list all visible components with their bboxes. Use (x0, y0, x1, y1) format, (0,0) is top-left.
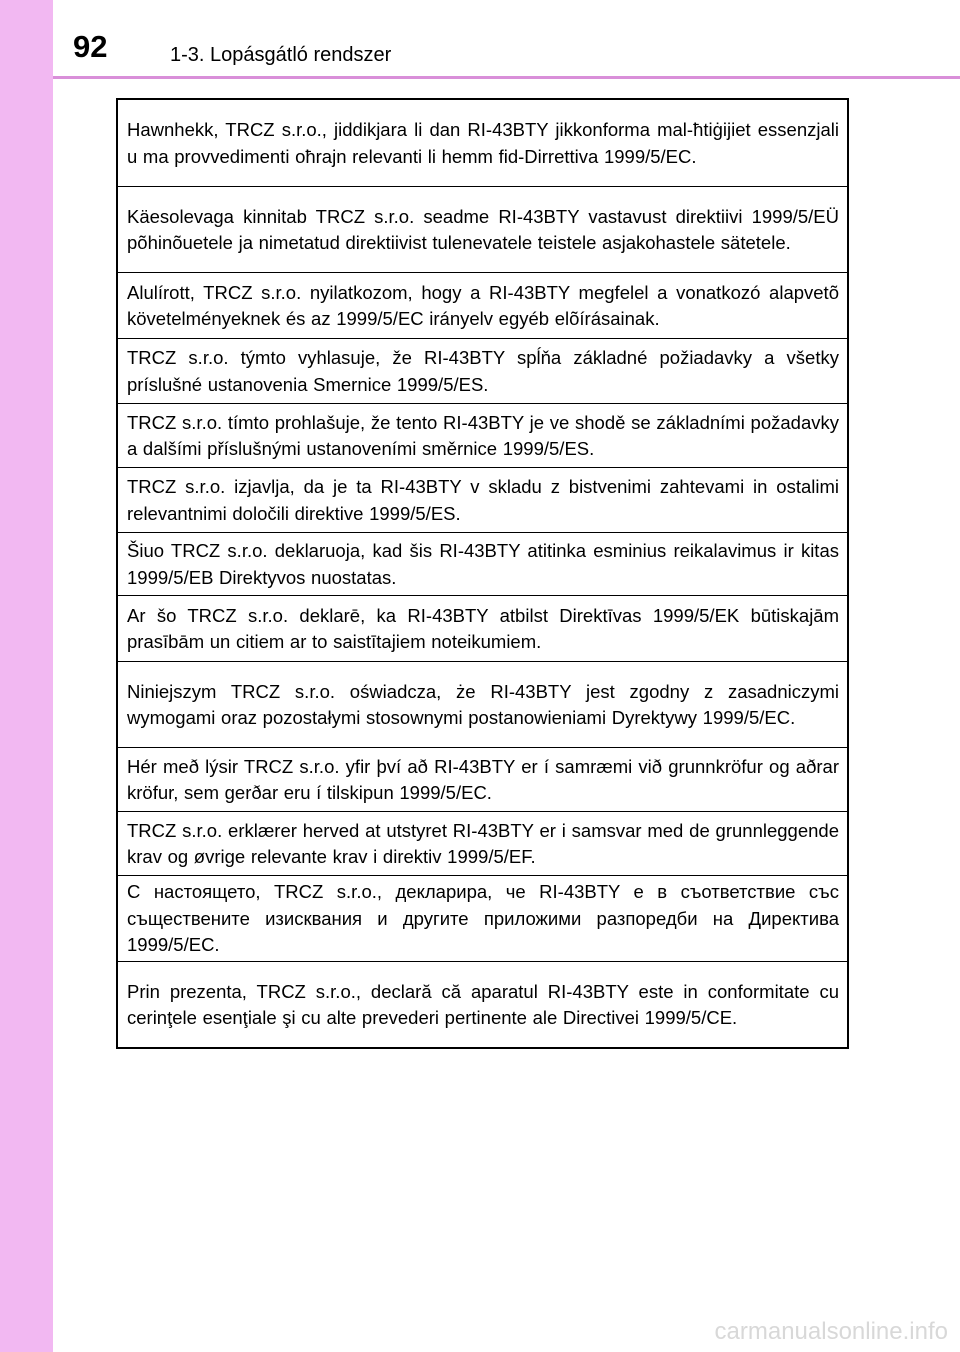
declaration-row-slovak (118, 338, 847, 403)
declaration-text: TRCZ s.r.o. erklærer herved at utstyret RI-43BTY er i samsvar med de grunnleggende krav og øvrige relevante krav i direktiv 1999/5/EF. (127, 819, 839, 867)
section-title: 1-3. Lopásgátló rendszer (170, 44, 392, 66)
chapter-side-tab (0, 0, 53, 1352)
declaration-row-bulgarian (118, 875, 847, 961)
declaration-text: TRCZ s.r.o. týmto vyhlasuje, že RI-43BTY spĺňa základné požiadavky a všetky príslušné ustanovenia Smernice 1999/5/ES. (127, 347, 839, 395)
declaration-text: Hawnhekk, TRCZ s.r.o., jiddikjara li dan RI-43BTY jikkonforma mal-ħtiġijiet essenzjali u ma provvedimenti oħrajn relevanti li hemm fid-Dirrettiva 1999/5/EC. (127, 119, 839, 167)
declaration-row-polish (118, 661, 847, 747)
declaration-row-slovenian (118, 467, 847, 532)
declaration-row-lithuanian (118, 532, 847, 595)
page-number: 92 (73, 29, 108, 64)
declaration-text: Prin prezenta, TRCZ s.r.o., declară că aparatul RI-43BTY este in conformitate cu cerinţele esenţiale şi cu alte prevederi pertinente ale Directivei 1999/5/CE. (127, 980, 839, 1028)
declaration-row-icelandic (118, 747, 847, 811)
declaration-row-estonian (118, 186, 847, 272)
declaration-text: Niniejszym TRCZ s.r.o. oświadcza, że RI-43BTY jest zgodny z zasadniczymi wymogami oraz pozostałymi stosownymi postanowieniami Dyrektywy 1999/5/EC. (127, 680, 839, 728)
declaration-text: Ar šo TRCZ s.r.o. deklarē, ka RI-43BTY atbilst Direktīvas 1999/5/EK būtiskajām prasībām un citiem ar to saistītajiem noteikumiem. (127, 604, 839, 652)
declaration-row-hungarian (118, 272, 847, 338)
header-rule (53, 76, 960, 79)
declaration-row-romanian (118, 961, 847, 1047)
page-header (0, 0, 960, 82)
declaration-text: Hér með lýsir TRCZ s.r.o. yfir því að RI-43BTY er í samræmi við grunnkröfur og aðrar kröfur, sem gerðar eru í tilskipun 1999/5/EC. (127, 755, 839, 803)
declaration-row-norwegian (118, 811, 847, 875)
declaration-text: Šiuo TRCZ s.r.o. deklaruoja, kad šis RI-43BTY atitinka esminius reikalavimus ir kitas 1999/5/EB Direktyvos nuostatas. (127, 540, 839, 588)
declaration-text: Käesolevaga kinnitab TRCZ s.r.o. seadme RI-43BTY vastavust direktiivi 1999/5/EÜ põhinõuetele ja nimetatud direktiivist tulenevatele teistele asjakohastele sätetele. (127, 205, 839, 253)
declaration-table (116, 98, 849, 1049)
declaration-row-latvian (118, 595, 847, 661)
declaration-row-maltese (118, 100, 847, 186)
declaration-text: С настоящето, TRCZ s.r.o., декларира, че RI-43BTY е в съответствие със съществените изисквания и другите приложими разпоредби на Директива 1999/5/EC. (127, 881, 839, 956)
watermark: carmanualsonline.info (714, 1318, 948, 1345)
declaration-text: TRCZ s.r.o. tímto prohlašuje, že tento RI-43BTY je ve shodě se základními požadavky a dalšími příslušnými ustanoveními směrnice 1999/5/ES. (127, 411, 839, 459)
declaration-text: TRCZ s.r.o. izjavlja, da je ta RI-43BTY v skladu z bistvenimi zahtevami in ostalimi relevantnimi določili direktive 1999/5/ES. (127, 476, 839, 524)
declaration-row-czech (118, 403, 847, 467)
declaration-text: Alulírott, TRCZ s.r.o. nyilatkozom, hogy a RI-43BTY megfelel a vonatkozó alapvetõ követelményeknek és az 1999/5/EC irányelv egyéb elõírásainak. (127, 281, 839, 329)
